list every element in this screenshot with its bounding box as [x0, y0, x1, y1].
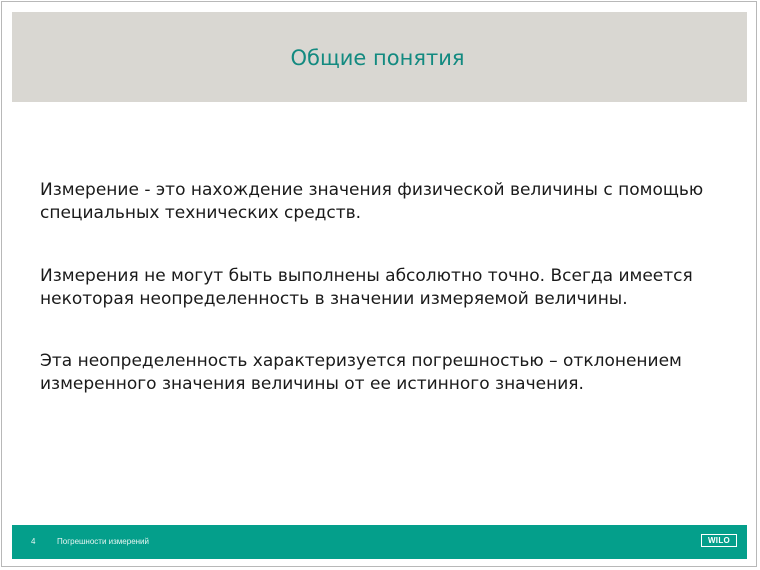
paragraph-measurement-definition — [40, 179, 740, 225]
slide-title: Общие понятия — [290, 46, 465, 70]
paragraph-line: Измерение - это нахождение значения физической величины с помощью — [40, 180, 704, 200]
wilo-logo-text: WILO — [707, 535, 731, 545]
slide-footer — [12, 525, 747, 559]
paragraph-line: специальных технических средств. — [40, 203, 362, 223]
paragraph-line: некоторая неопределенность в значении измеряемой величины. — [40, 289, 628, 309]
wilo-logo — [701, 534, 737, 547]
paragraph-measurement-uncertainty — [40, 265, 740, 311]
page-number: 4 — [31, 537, 36, 546]
paragraph-line: Эта неопределенность характеризуется погрешностью – отклонением — [40, 351, 682, 371]
paragraph-measurement-error — [40, 350, 740, 396]
footer-title: Погрешности измерений — [57, 537, 149, 546]
paragraph-line: измеренного значения величины от ее истинного значения. — [40, 374, 584, 394]
paragraph-line: Измерения не могут быть выполнены абсолютно точно. Всегда имеется — [40, 266, 693, 286]
